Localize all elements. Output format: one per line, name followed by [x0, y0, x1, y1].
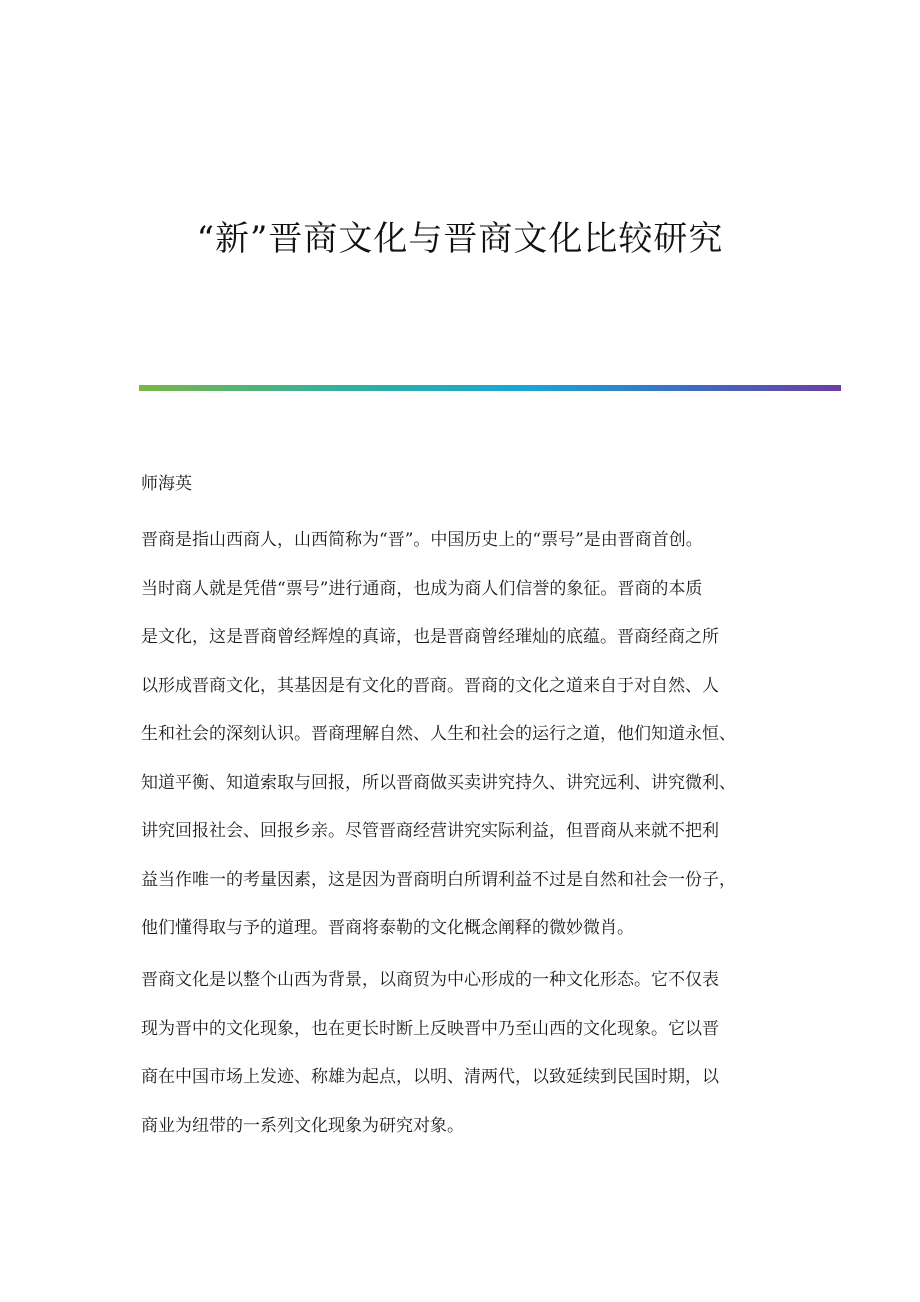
text-line: 知道平衡、知道索取与回报，所以晋商做买卖讲究持久、讲究远利、讲究微利、 — [141, 772, 736, 793]
text-line: 他们懂得取与予的道理。晋商将泰勒的文化概念阐释的微妙微肖。 — [141, 918, 634, 938]
paragraph-1 — [141, 516, 791, 953]
text-line: 现为晋中的文化现象，也在更长时断上反映晋中乃至山西的文化现象。它以晋 — [141, 1018, 719, 1039]
paragraph-text — [141, 956, 791, 1150]
document-title: “新”晋商文化与晋商文化比较研究 — [196, 219, 724, 259]
text-line: 是文化，这是晋商曾经辉煌的真谛，也是晋商曾经璀灿的底蕴。晋商经商之所 — [141, 627, 719, 647]
paragraph-2 — [141, 956, 791, 1150]
author-name: 师海英 — [141, 474, 192, 494]
title-divider — [139, 385, 841, 391]
text-line: 当时商人就是凭借“票号”进行通商，也成为商人们信誉的象征。晋商的本质 — [141, 578, 703, 599]
text-line: 晋商文化是以整个山西为背景，以商贸为中心形成的一种文化形态。它不仅表 — [141, 970, 719, 990]
text-line: 讲究回报社会、回报乡亲。尽管晋商经营讲究实际利益，但晋商从来就不把利 — [141, 821, 719, 841]
paragraph-text — [141, 516, 791, 953]
text-line: 商业为纽带的一系列文化现象为研究对象。 — [141, 1115, 464, 1136]
text-line: 晋商是指山西商人，山西简称为“晋”。中国历史上的“票号”是由晋商首创。 — [141, 530, 703, 550]
text-line: 益当作唯一的考量因素，这是因为晋商明白所谓利益不过是自然和社会一份子， — [141, 869, 736, 890]
text-line: 生和社会的深刻认识。晋商理解自然、人生和社会的运行之道，他们知道永恒、 — [141, 724, 736, 744]
text-line: 商在中国市场上发迹、称雄为起点，以明、清两代，以致延续到民国时期，以 — [141, 1067, 719, 1087]
text-line: 以形成晋商文化，其基因是有文化的晋商。晋商的文化之道来自于对自然、人 — [141, 675, 719, 696]
